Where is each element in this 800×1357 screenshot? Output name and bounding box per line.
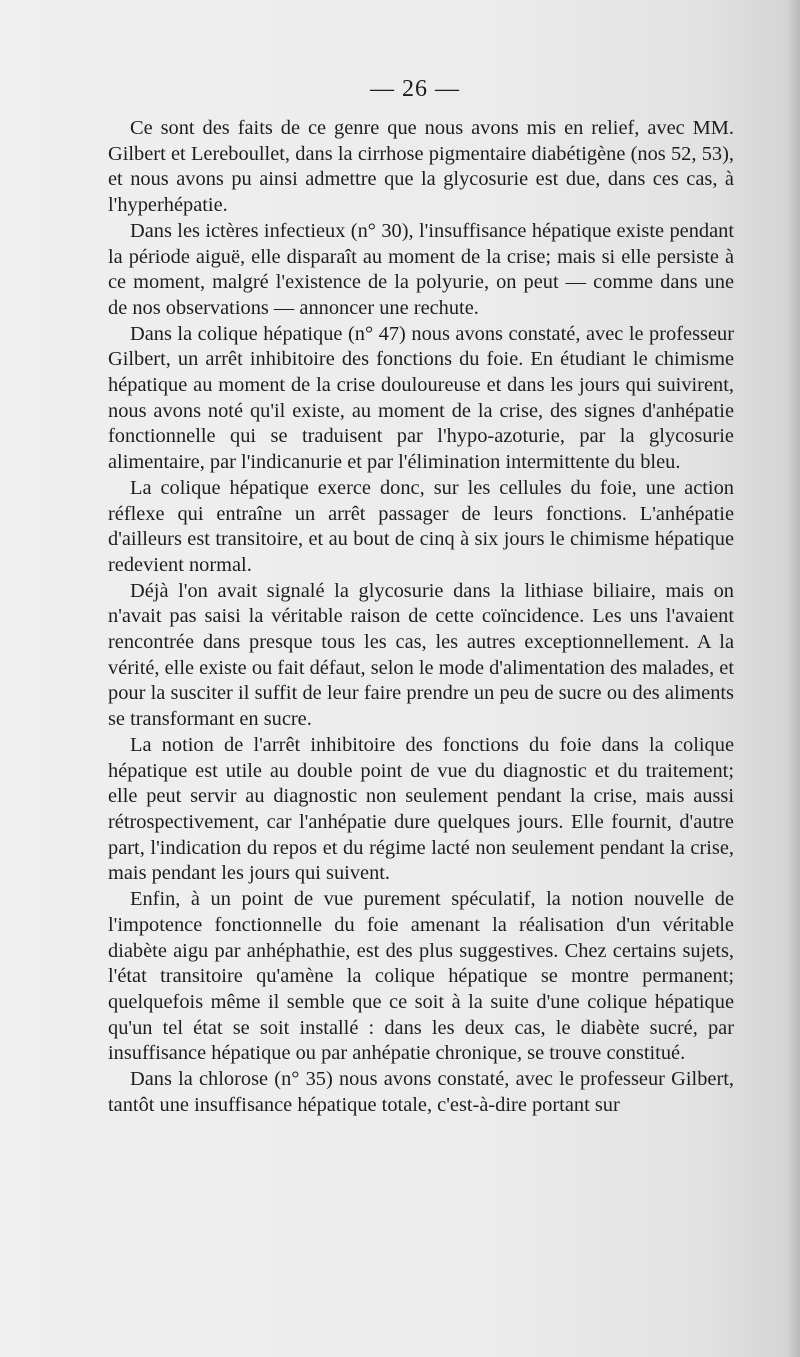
body-text bbox=[108, 116, 734, 1118]
page-number: — 26 — bbox=[370, 76, 460, 102]
paragraph-3: Dans la colique hépatique (n° 47) nous avons constaté, avec le professeur Gilbert, un arrêt inhibitoire des fonctions du foie. En étudiant le chimisme hépatique au moment de la crise douloureuse et dans les jours qui suivirent, nous avons noté qu'il existe, au moment de la crise, des signes d'anhépatie fonctionnelle qui se traduisent par l'hypo-azoturie, par la glycosurie alimentaire, par l'indicanurie et par l'élimination intermittente du bleu. bbox=[108, 322, 734, 474]
paragraph-1: Ce sont des faits de ce genre que nous avons mis en relief, avec MM. Gilbert et Lereboullet, dans la cirrhose pigmentaire diabétigène (nos 52, 53), et nous avons pu ainsi admettre que la glycosurie est due, dans ces cas, à l'hyperhépatie. bbox=[108, 117, 734, 217]
paragraph-7: Enfin, à un point de vue purement spéculatif, la notion nouvelle de l'impotence fonctionnelle du foie amenant la réalisation d'un véritable diabète aigu par anhéphathie, est des plus suggestives. Chez certains sujets, l'état transitoire qu'amène la colique hépatique se montre permanent; quelquefois même il semble que ce soit à la suite d'une colique hépatique qu'un tel état se soit installé : dans les deux cas, le diabète sucré, par insuffisance hépatique ou par anhépatie chronique, se trouve constitué. bbox=[108, 888, 734, 1065]
paragraph-2: Dans les ictères infectieux (n° 30), l'insuffisance hépatique existe pendant la période aiguë, elle disparaît au moment de la crise; mais si elle persiste à ce moment, malgré l'existence de la polyurie, on peut — comme dans une de nos observations — annoncer une rechute. bbox=[108, 219, 734, 319]
page-edge-shadow bbox=[786, 0, 800, 1357]
paragraph-8: Dans la chlorose (n° 35) nous avons constaté, avec le professeur Gilbert, tantôt une insuffisance hépatique totale, c'est-à-dire portant sur bbox=[108, 1068, 734, 1116]
paragraph-4: La colique hépatique exerce donc, sur les cellules du foie, une action réflexe qui entraîne un arrêt passager de leurs fonctions. L'anhépatie d'ailleurs est transitoire, et au bout de cinq à six jours le chimisme hépatique redevient normal. bbox=[108, 476, 734, 576]
paragraph-6: La notion de l'arrêt inhibitoire des fonctions du foie dans la colique hépatique est utile au double point de vue du diagnostic et du traitement; elle peut servir au diagnostic non seulement pendant la crise, mais aussi rétrospectivement, car l'anhépatie dure quelques jours. Elle fournit, d'autre part, l'indication du repos et du régime lacté non seulement pendant la crise, mais pendant les jours qui suivent. bbox=[108, 733, 734, 885]
paragraph-5: Déjà l'on avait signalé la glycosurie dans la lithiase biliaire, mais on n'avait pas saisi la véritable raison de cette coïncidence. Les uns l'avaient rencontrée dans presque tous les cas, les autres exceptionnellement. A la vérité, elle existe ou fait défaut, selon le mode d'alimentation des malades, et pour la susciter il suffit de leur faire prendre un peu de sucre ou des aliments se transformant en sucre. bbox=[108, 579, 734, 731]
